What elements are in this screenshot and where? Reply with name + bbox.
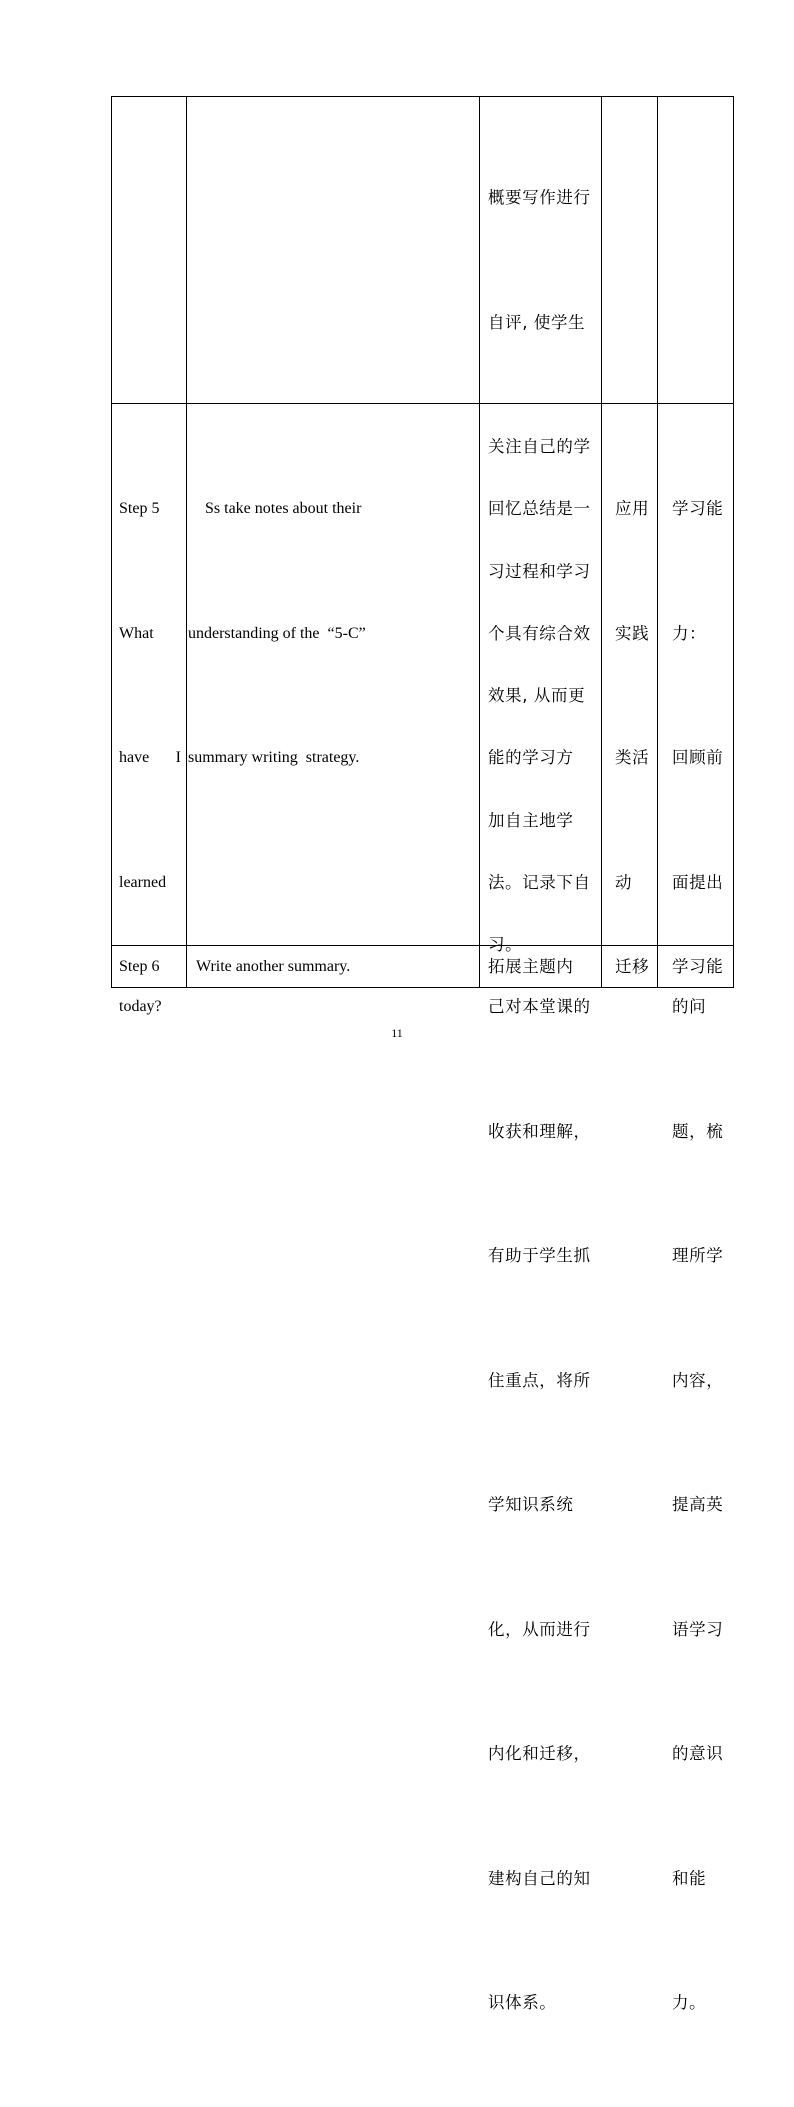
purpose-cell: 回忆总结是一 个具有综合效 能的学习方 法。记录下自 己对本堂课的 收获和理解， 有助于学生抓 住重点，将所 学知识系统 化，从而进行 内化和迁移， 建构自己的知 识体系。	[488, 499, 591, 2012]
activity-type-cell: 应用 实践 类活 动	[615, 499, 650, 892]
col-divider-2	[479, 96, 480, 988]
col-divider-3	[601, 96, 602, 988]
col-divider-5	[733, 96, 734, 988]
step-label: Step 5	[119, 500, 160, 517]
ability-cell: 学习能	[672, 957, 724, 976]
col-divider-1	[186, 96, 187, 988]
col-divider-4	[657, 96, 658, 988]
step-label: Step 6	[119, 958, 160, 975]
purpose-cell: 概要写作进行 自评, 使学生 关注自己的学 习过程和学习 效果, 从而更 加自主地学 习。	[488, 188, 591, 954]
activity-cell: Write another summary.	[196, 958, 351, 975]
ability-cell: 学习能 力： 回顾前 面提出 的问 题，梳 理所学 内容， 提高英 语学习 的意识 和能 力。	[672, 499, 724, 2012]
purpose-cell: 拓展主题内	[488, 957, 574, 976]
row-divider-1	[111, 403, 734, 404]
activity-cell: Ss take notes about their understanding of the “5-C” summary writing strategy.	[188, 500, 366, 766]
table-border-top	[111, 96, 734, 97]
step-cell: Step 5 What have I learned today?	[119, 405, 181, 1111]
activity-type-cell: 迁移	[615, 957, 650, 976]
col-divider-0	[111, 96, 112, 988]
page-number: 11	[391, 1026, 403, 1040]
